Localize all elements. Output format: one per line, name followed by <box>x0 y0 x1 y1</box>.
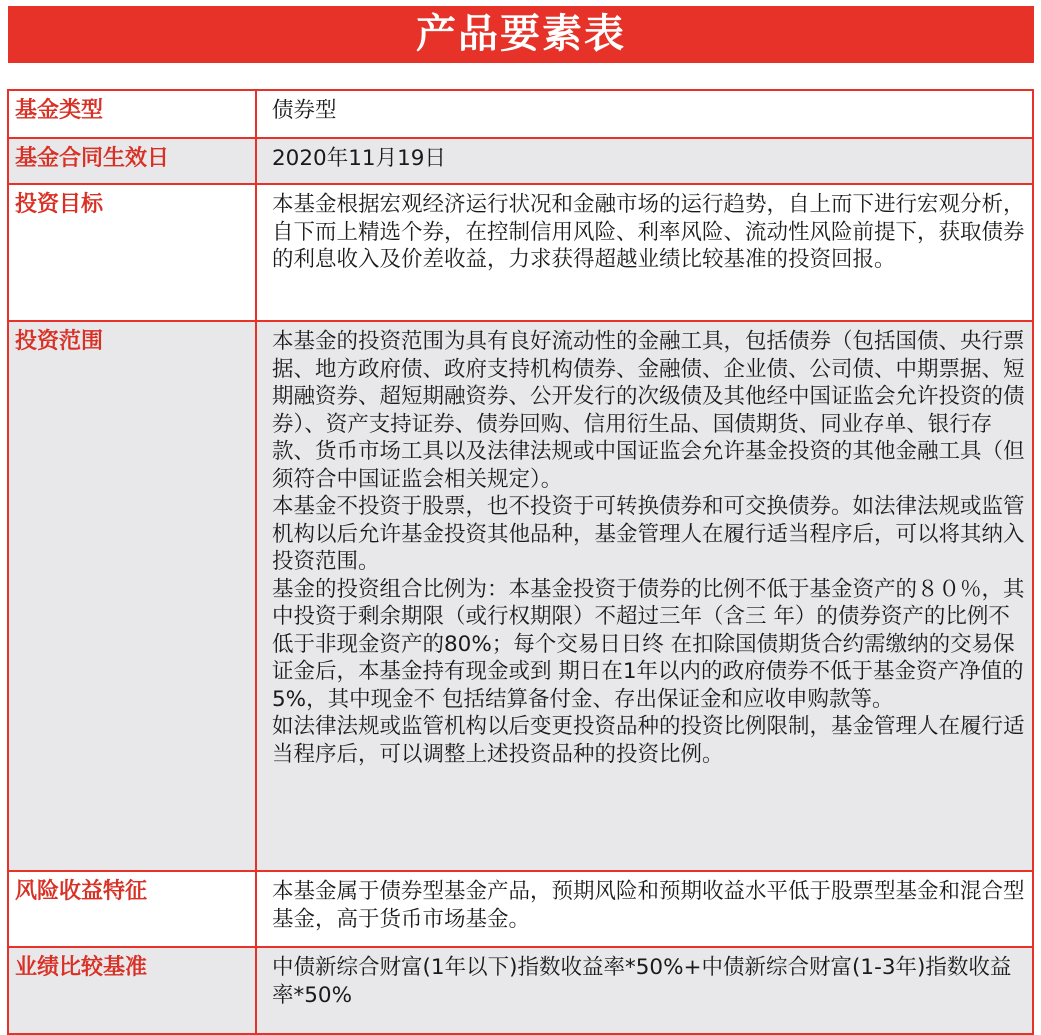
row-value-risk-return: 本基金属于债券型基金产品，预期风险和预期收益水平低于股票型基金和混合型基金，高于货币市场基金。 <box>272 879 1025 932</box>
table-row-risk-return <box>9 872 1032 948</box>
scope-paragraph: 基金的投资组合比例为：本基金投资于债券的比例不低于基金资产的８０％，其中投资于剩余期限（或行权期限）不超过三年（含三 年）的债券资产的比例不低于非现金资产的80%；每个交易日日终 在扣除国债期货合约需缴纳的交易保证金后，本基金持有现金或到 期日在1年以内的政府债券不低于基金资产净值的 5%，其中现金不 包括结算备付金、存出保证金和应收申购款等。 <box>272 576 1025 712</box>
row-label-fund-type: 基金类型 <box>9 91 257 137</box>
row-label-risk-return: 风险收益特征 <box>9 872 257 946</box>
row-label-effective-date: 基金合同生效日 <box>9 139 257 183</box>
table-row-benchmark <box>9 948 1032 1033</box>
table-row-effective-date <box>9 139 1032 185</box>
row-value-investment-scope <box>257 322 1032 870</box>
table-row-investment-scope <box>9 322 1032 872</box>
row-label-benchmark: 业绩比较基准 <box>9 948 257 1033</box>
row-label-investment-scope: 投资范围 <box>9 322 257 870</box>
row-value-benchmark: 中债新综合财富(1年以下)指数收益率*50%+中债新综合财富(1-3年)指数收益率*50% <box>272 955 1012 1008</box>
scope-paragraph: 如法律法规或监管机构以后变更投资品种的投资比例限制，基金管理人在履行适当程序后，可以调整上述投资品种的投资比例。 <box>272 714 1025 767</box>
table-row-investment-objective <box>9 185 1032 322</box>
row-value-fund-type: 债券型 <box>272 98 337 123</box>
row-value-effective-date: 2020年11月19日 <box>272 146 446 171</box>
scope-paragraph: 本基金不投资于股票，也不投资于可转换债券和可交换债券。如法律法规或监管机构以后允许基金投资其他品种，基金管理人在履行适当程序后，可以将其纳入投资范围。 <box>272 494 1025 574</box>
row-value-investment-objective: 本基金根据宏观经济运行状况和金融市场的运行趋势，自上而下进行宏观分析，自下而上精选个券，在控制信用风险、利率风险、流动性风险前提下，获取债券的利息收入及价差收益，力求获得超越业绩比较基准的投资回报。 <box>272 192 1025 272</box>
product-elements-table <box>7 89 1034 1035</box>
table-row-fund-type <box>9 91 1032 139</box>
row-label-investment-objective: 投资目标 <box>9 185 257 320</box>
scope-paragraph: 本基金的投资范围为具有良好流动性的金融工具，包括债券（包括国债、央行票据、地方政府债、政府支持机构债券、金融债、企业债、公司债、中期票据、短期融资券、超短期融资券、公开发行的次级债及其他经中国证监会允许投资的债券）、资产支持证券、债券回购、信用衍生品、国债期货、同业存单、银行存款、货币市场工具以及法律法规或中国证监会允许基金投资的其他金融工具（但须符合中国证监会相关规定）。 <box>272 329 1025 492</box>
page-title: 产品要素表 <box>8 6 1034 63</box>
